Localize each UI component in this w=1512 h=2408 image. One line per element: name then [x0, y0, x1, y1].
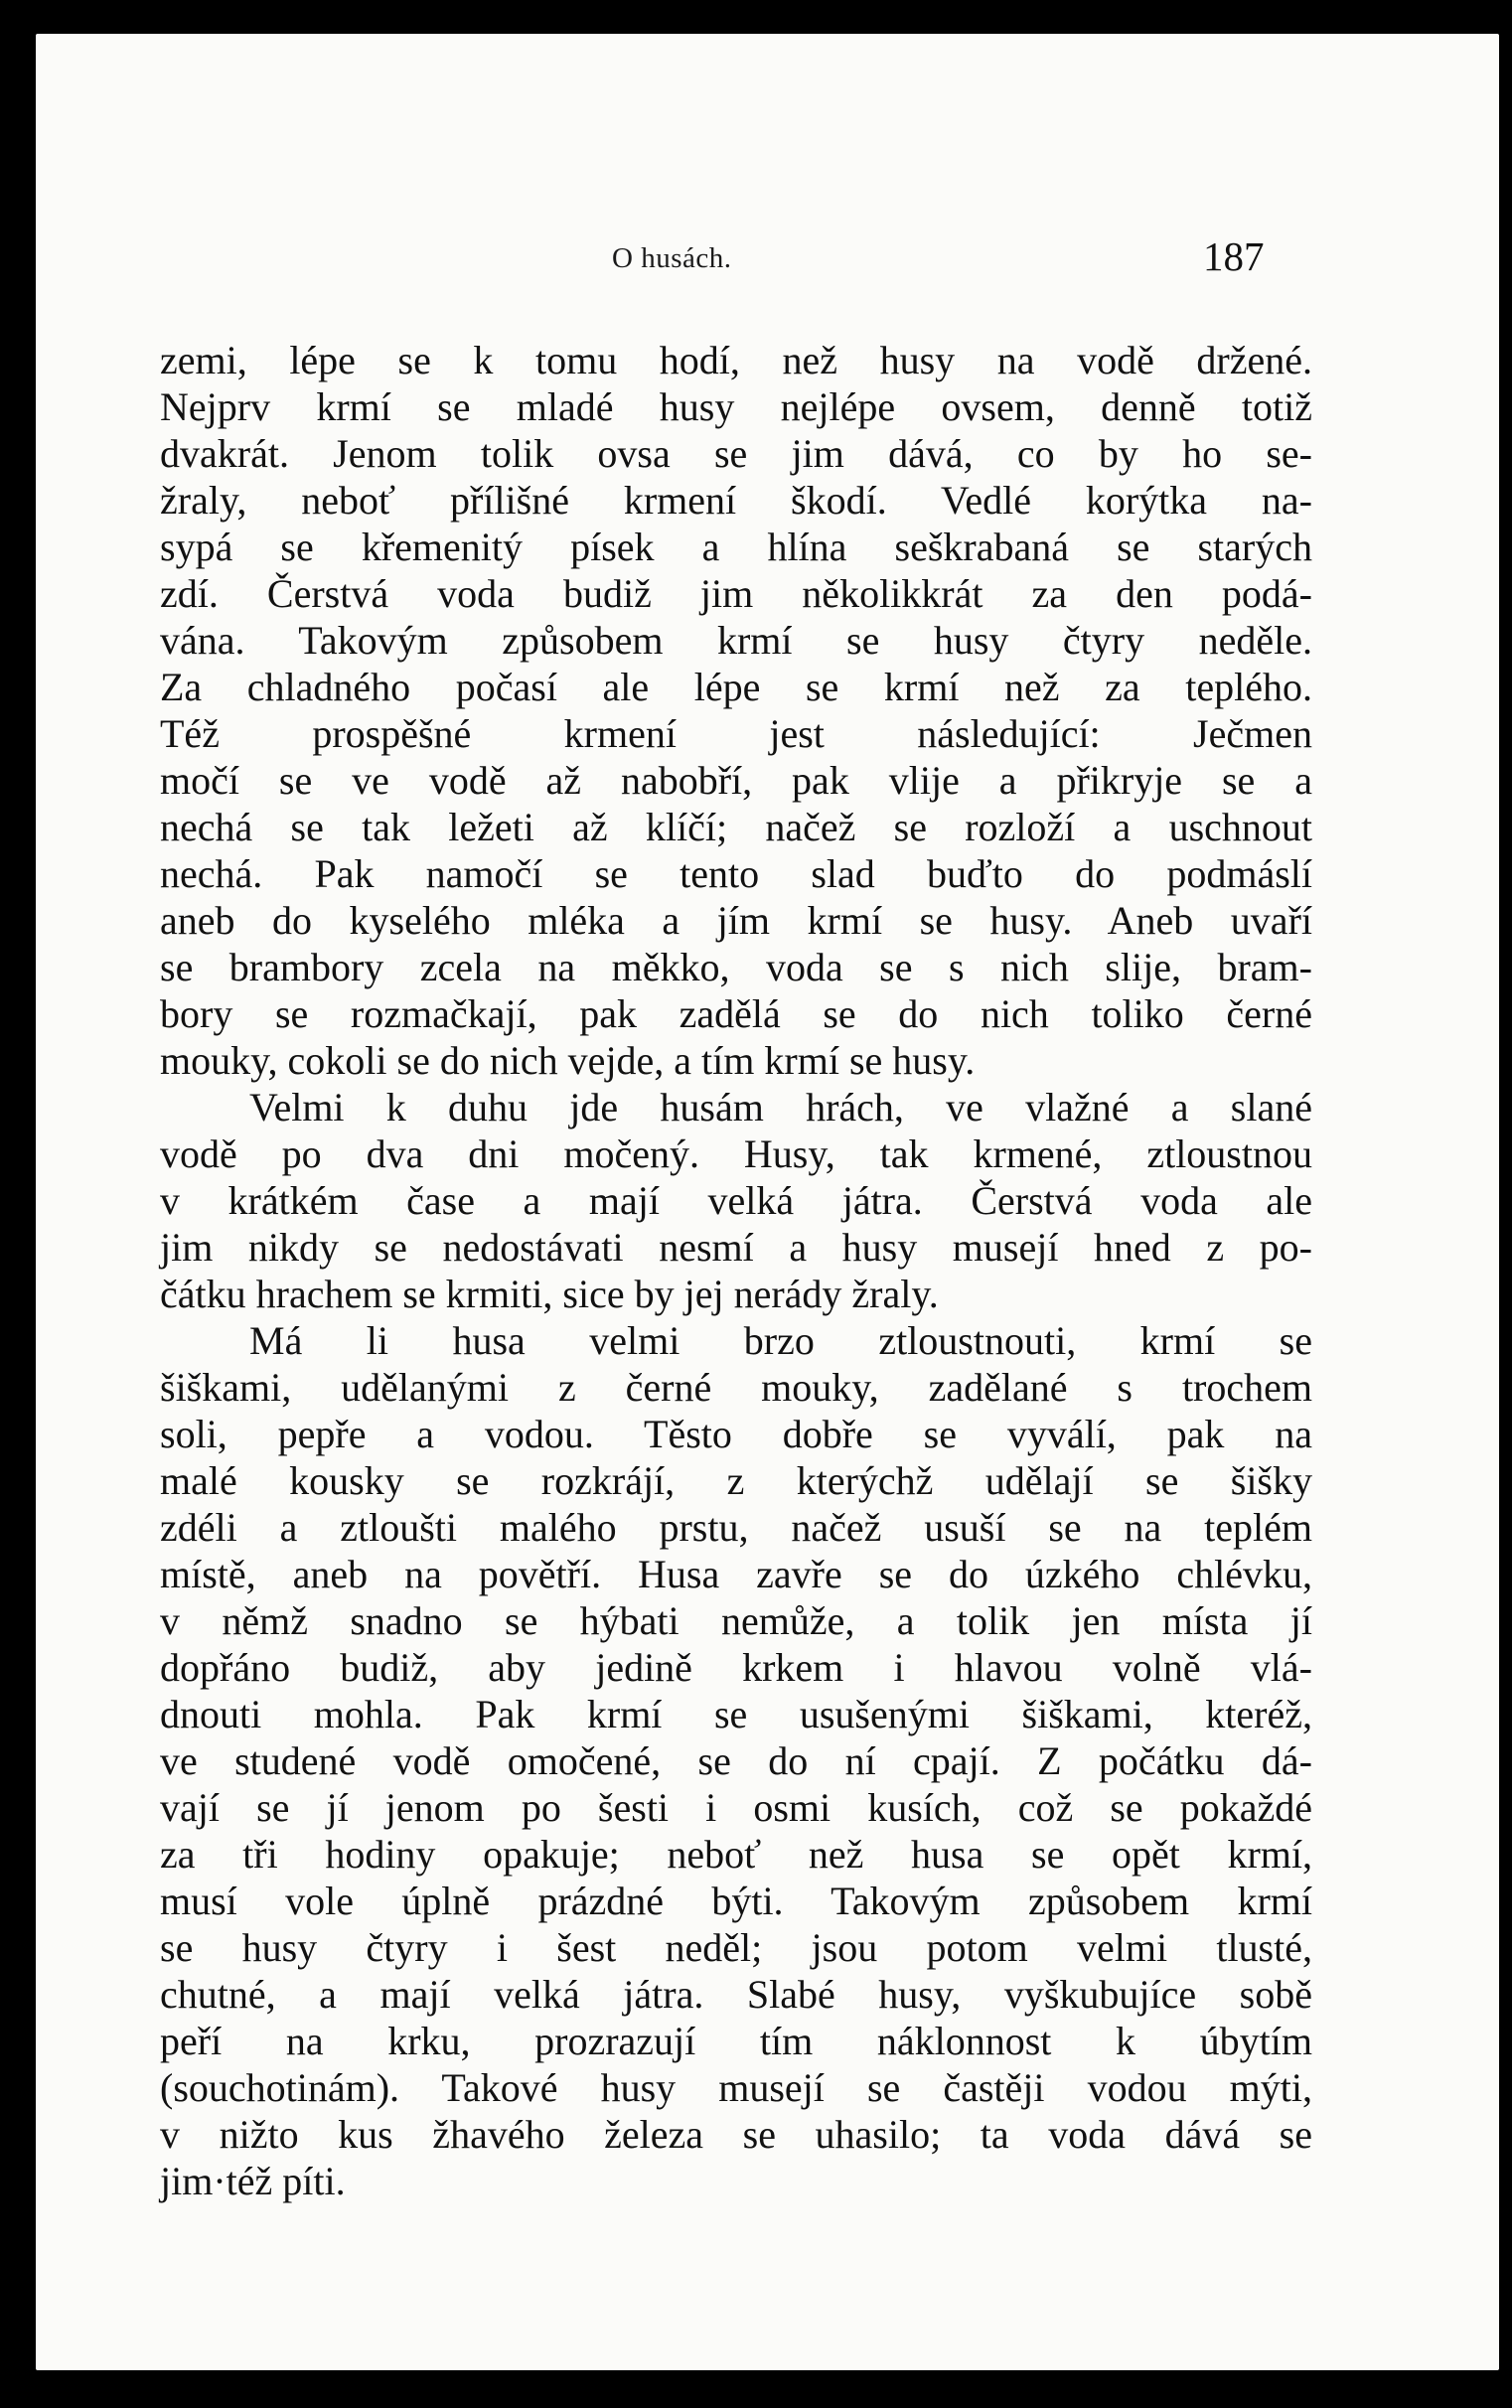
body-text [160, 337, 1312, 2204]
text-line: dvakrát. Jenom tolik ovsa se jim dává, co by ho se- [160, 431, 1312, 476]
text-line: zdí. Čerstvá voda budiž jim několikkrát za den podá- [160, 571, 1312, 616]
text-line: vána. Takovým způsobem krmí se husy čtyry neděle. [160, 618, 1312, 663]
text-line: mouky, cokoli se do nich vejde, a tím krmí se husy. [160, 1038, 976, 1083]
text-line: čátku hrachem se krmiti, sice by jej nerády žraly. [160, 1272, 939, 1316]
text-line: v krátkém čase a mají velká játra. Čerstvá voda ale [160, 1178, 1312, 1223]
text-line: místě, aneb na povětří. Husa zavře se do úzkého chlévku, [160, 1552, 1312, 1596]
text-line: peří na krku, prozrazují tím náklonnost k úbytím [160, 2019, 1312, 2063]
text-line: v němž snadno se hýbati nemůže, a tolik jen místa jí [160, 1598, 1312, 1643]
text-line: vají se jí jenom po šesti i osmi kusích, což se pokaždé [160, 1785, 1312, 1830]
text-line: Též prospěšné krmení jest následující: Ječmen [160, 711, 1312, 756]
text-line: dopřáno budiž, aby jedině krkem i hlavou volně vlá- [160, 1645, 1312, 1690]
text-line: se husy čtyry i šest neděl; jsou potom velmi tlusté, [160, 1925, 1312, 1970]
text-line: musí vole úplně prázdné býti. Takovým způsobem krmí [160, 1879, 1312, 1923]
text-line: vodě po dva dni močený. Husy, tak krmené, ztloustnou [160, 1131, 1312, 1176]
text-line: malé kousky se rozkrájí, z kterýchž udělají se šišky [160, 1458, 1312, 1503]
text-line: v nižto kus žhavého železa se uhasilo; ta voda dává se [160, 2112, 1312, 2157]
text-line: zemi, lépe se k tomu hodí, než husy na vodě držené. [160, 338, 1312, 382]
text-line: šiškami, udělanými z černé mouky, zadělané s trochem [160, 1365, 1312, 1410]
page-number: 187 [1203, 233, 1265, 279]
text-line: Za chladného počasí ale lépe se krmí než za teplého. [160, 665, 1312, 709]
book-page [36, 34, 1499, 2370]
text-line: (souchotinám). Takové husy musejí se častěji vodou mýti, [160, 2065, 1312, 2110]
text-line: za tři hodiny opakuje; neboť než husa se opět krmí, [160, 1832, 1312, 1877]
text-line: dnouti mohla. Pak krmí se usušenými šiškami, kteréž, [160, 1692, 1312, 1736]
text-line: chutné, a mají velká játra. Slabé husy, vyškubujíce sobě [160, 1972, 1312, 2017]
running-title: O husách. [612, 242, 732, 274]
text-line: bory se rozmačkají, pak zadělá se do nich toliko černé [160, 991, 1312, 1036]
text-line: Má li husa velmi brzo ztloustnouti, krmí se [249, 1318, 1312, 1363]
text-line: soli, pepře a vodou. Těsto dobře se vyválí, pak na [160, 1412, 1312, 1456]
text-line: ve studené vodě omočené, se do ní cpají. Z počátku dá- [160, 1738, 1312, 1783]
text-line: sypá se křemenitý písek a hlína seškrabaná se starých [160, 525, 1312, 569]
text-line: Velmi k duhu jde husám hrách, ve vlažné a slané [249, 1085, 1312, 1129]
text-line: nechá. Pak namočí se tento slad buďto do podmáslí [160, 851, 1312, 896]
text-line: žraly, neboť přílišné krmení škodí. Vedlé korýtka na- [160, 478, 1312, 523]
text-line: se brambory zcela na měkko, voda se s nich slije, bram- [160, 945, 1312, 989]
text-line: jim·též píti. [160, 2159, 346, 2203]
text-line: močí se ve vodě až nabobří, pak vlije a přikryje se a [160, 758, 1312, 803]
text-line: nechá se tak ležeti až klíčí; načež se rozloží a uschnout [160, 805, 1312, 849]
page-header [36, 213, 1499, 279]
text-line: Nejprv krmí se mladé husy nejlépe ovsem, denně totiž [160, 384, 1312, 429]
text-line: jim nikdy se nedostávati nesmí a husy musejí hned z po- [160, 1225, 1312, 1270]
text-line: zdéli a ztloušti malého prstu, načež usuší se na teplém [160, 1505, 1312, 1550]
text-line: aneb do kyselého mléka a jím krmí se husy. Aneb uvaří [160, 898, 1312, 943]
